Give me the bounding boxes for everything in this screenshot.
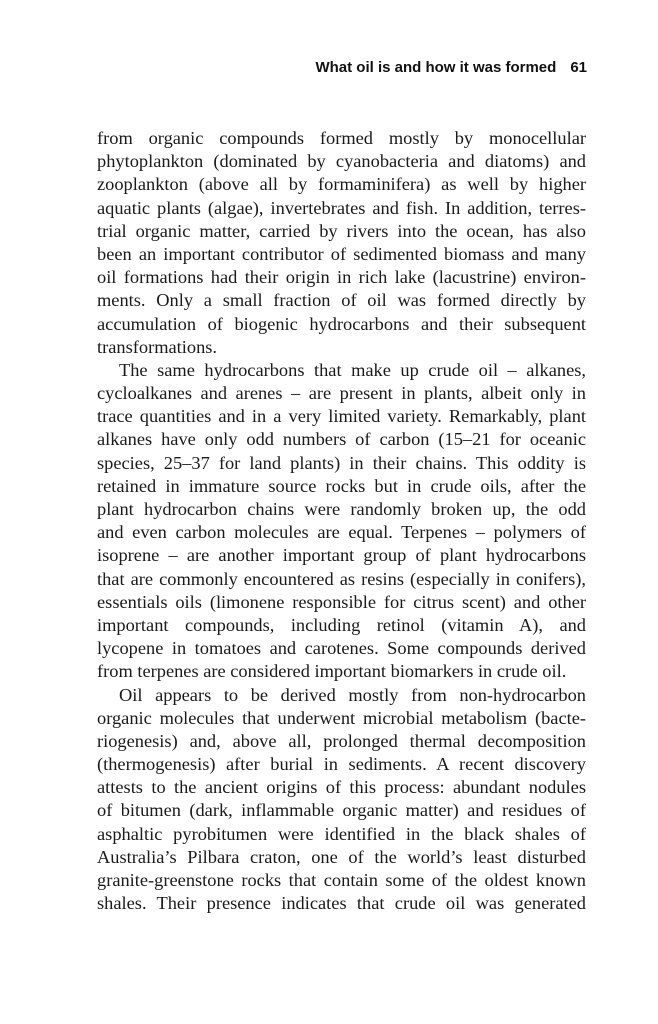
- text-line: accumulation of biogenic hydrocarbons and their subsequent: [97, 313, 586, 334]
- text-line: aquatic plants (algae), invertebrates and fish. In addition, terres-: [97, 197, 586, 218]
- text-line: that are commonly encountered as resins (especially in conifers),: [97, 568, 586, 589]
- text-line: (thermogenesis) after burial in sediments. A recent discovery: [97, 754, 586, 775]
- text-line: alkanes have only odd numbers of carbon (15–21 for oceanic: [97, 429, 586, 450]
- text-line: trial organic matter, carried by rivers into the ocean, has also: [97, 220, 586, 241]
- text-line: riogenesis) and, above all, prolonged thermal decomposition: [97, 730, 586, 751]
- page-number: 61: [570, 59, 587, 76]
- body-text: [97, 127, 586, 915]
- text-line: from organic compounds formed mostly by monocellular: [97, 128, 586, 148]
- text-line: granite-greenstone rocks that contain some of the oldest known: [97, 870, 586, 890]
- running-head: [0, 59, 587, 76]
- text-line: species, 25–37 for land plants) in their chains. This oddity is: [97, 452, 586, 473]
- text-line: from terpenes are considered important biomarkers in crude oil.: [97, 661, 567, 682]
- text-line: Australia’s Pilbara craton, one of the world’s least disturbed: [97, 846, 586, 867]
- paragraph-first-line: The same hydrocarbons that make up crude oil – alkanes,: [119, 359, 586, 380]
- text-line: ments. Only a small fraction of oil was formed directly by: [97, 290, 586, 311]
- text-line: attests to the ancient origins of this process: abundant nodules: [97, 777, 586, 798]
- text-line: phytoplankton (dominated by cyanobacteria and diatoms) and: [97, 151, 586, 172]
- text-line: zooplankton (above all by formaminifera) as well by higher: [97, 174, 586, 195]
- text-line: been an important contributor of sedimented biomass and many: [97, 243, 586, 264]
- text-line: trace quantities and in a very limited variety. Remarkably, plant: [97, 406, 586, 427]
- text-line: important compounds, including retinol (vitamin A), and: [97, 614, 586, 635]
- text-line: of bitumen (dark, inflammable organic matter) and residues of: [97, 800, 586, 821]
- running-title: What oil is and how it was formed: [315, 59, 557, 76]
- text-line: isoprene – are another important group of plant hydrocarbons: [97, 545, 586, 566]
- text-line: shales. Their presence indicates that crude oil was generated: [97, 893, 586, 914]
- text-line: lycopene in tomatoes and carotenes. Some compounds derived: [97, 638, 586, 659]
- text-line: transformations.: [97, 336, 218, 357]
- text-line: plant hydrocarbon chains were randomly broken up, the odd: [97, 499, 586, 519]
- text-line: organic molecules that underwent microbial metabolism (bacte-: [97, 707, 586, 728]
- text-line: and even carbon molecules are equal. Terpenes – polymers of: [97, 522, 586, 543]
- paragraph-first-line: Oil appears to be derived mostly from non-hydrocarbon: [119, 684, 586, 705]
- text-line: cycloalkanes and arenes – are present in plants, albeit only in: [97, 383, 586, 404]
- text-line: essentials oils (limonene responsible for citrus scent) and other: [97, 591, 586, 612]
- text-line: asphaltic pyrobitumen were identified in the black shales of: [97, 823, 586, 844]
- text-line: oil formations had their origin in rich lake (lacustrine) environ-: [97, 267, 586, 288]
- text-line: retained in immature source rocks but in crude oils, after the: [97, 475, 586, 496]
